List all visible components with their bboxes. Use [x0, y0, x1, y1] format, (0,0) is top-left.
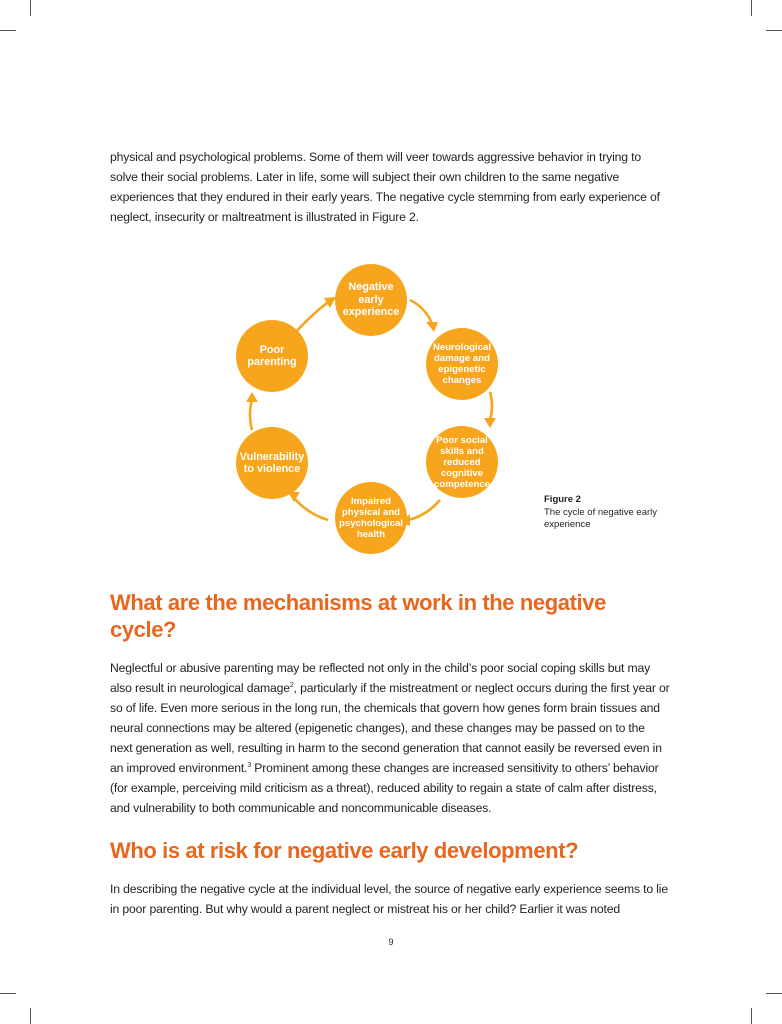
node-poor-parenting: Poor parenting [236, 320, 308, 392]
node-neurological-damage: Neurological damage and epigenetic changes [426, 328, 498, 400]
figure-caption [544, 494, 664, 532]
arrow-2-to-3 [490, 392, 492, 420]
arrowhead [484, 418, 496, 428]
mechanisms-paragraph [110, 658, 670, 818]
figure-caption-label: Figure 2 [544, 494, 581, 505]
figure-2-cycle-diagram [228, 264, 508, 554]
mechanisms-text-part: , particularly if the mistreatment or neglect occurs during the first year or so of life. Even more serious in the long run, the chemicals that govern how genes form brain tissues and neural connections may be altered (epigenetic changes), and these changes may be passed on to the next generation as well, resulting in harm to the second generation that cannot easily be reversed even in an improved environment. [110, 681, 670, 775]
node-poor-social-skills: Poor social skills and reduced cognitive competence [426, 426, 498, 498]
arrow-4-to-5 [294, 498, 328, 520]
figure-caption-text: The cycle of negative early experience [544, 506, 658, 530]
arrow-6-to-1 [294, 302, 328, 334]
node-negative-early-experience: Negative early experience [335, 264, 407, 336]
node-vulnerability-to-violence: Vulnerability to violence [236, 427, 308, 499]
arrow-3-to-4 [408, 500, 440, 520]
mechanisms-text-part: Neglectful or abusive parenting may be reflected not only in the child’s poor social coping skills but may also result in neurological damage [110, 661, 651, 695]
section-heading-risk: Who is at risk for negative early development? [110, 838, 579, 863]
reference-superscript: 2 [289, 681, 294, 689]
arrow-1-to-2 [410, 300, 432, 324]
mechanisms-text-part: Prominent among these changes are increased sensitivity to others’ behavior (for example, perceiving mild criticism as a threat), reduced ability to regain a state of calm after distress, and vulnerability to both communicable and noncommunicable diseases. [110, 761, 659, 815]
node-impaired-health: Impaired physical and psychological health [335, 482, 407, 554]
section-heading-mechanisms: What are the mechanisms at work in the negative cycle? [110, 590, 606, 642]
arrowhead [426, 322, 438, 332]
arrowhead [246, 392, 258, 402]
risk-paragraph: In describing the negative cycle at the individual level, the source of negative early experience seems to lie in poor parenting. But why would a parent neglect or mistreat his or her child? Earlier it was noted [110, 882, 668, 916]
reference-superscript: 3 [247, 761, 252, 769]
intro-paragraph: physical and psychological problems. Some of them will veer towards aggressive behavior in trying to solve their social problems. Later in life, some will subject their own children to the same negative experiences that they endured in their early years. The negative cycle stemming from early experience of neglect, insecurity or maltreatment is illustrated in Figure 2. [110, 150, 660, 224]
arrow-5-to-6 [250, 400, 252, 430]
page-number: 9 [388, 937, 394, 947]
